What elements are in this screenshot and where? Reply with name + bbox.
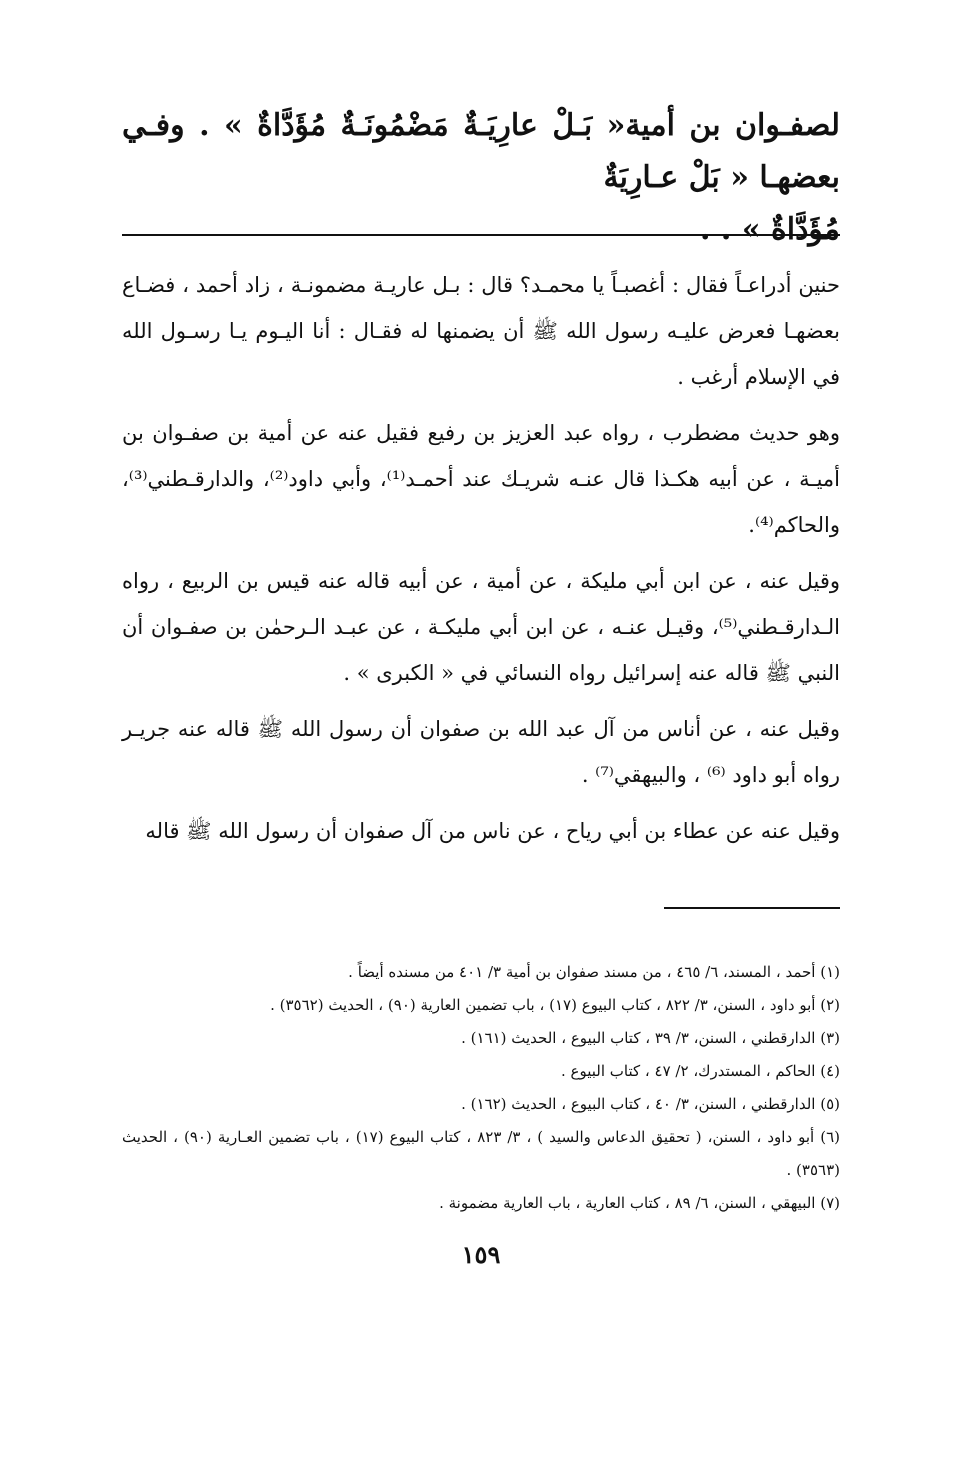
footnote-1: (١) أحمد ، المسند، ٦/ ٤٦٥ ، من مسند صفوان بن أمية ٣/ ٤٠١ من مسنده أيضاً . — [348, 963, 840, 981]
footnote-5: (٥) الدارقطني ، السنن، ٣/ ٤٠ ، كتاب البيوع ، الحديث (١٦٢) . — [461, 1095, 840, 1113]
paragraph-4: وقيل عنه ، عن أناس من آل عبد الله بن صفوان أن رسول الله ﷺ قاله عنه جريـر رواه أبو داود ⁽⁶⁾ ، والبيهقي⁽⁷⁾ . — [122, 717, 840, 787]
top-rule — [122, 234, 840, 236]
top-passage-line-2: مُؤَدَّاةٌ » . . — [700, 212, 840, 247]
main-text — [122, 262, 840, 864]
top-passage — [122, 100, 840, 256]
paragraph-3: وقيل عنه ، عن ابن أبي مليكة ، عن أمية ، عن أبيه قاله عنه قيس بن الربيع ، رواه الـدارقـطني⁽⁵⁾، وقيـل عنـه ، عن ابن أبي مليكـة ، عن عبـد الـرحمٰن بن صفـوان أن النبي ﷺ قاله عنه إسرائيل رواه النسائي في « الكبرى » . — [122, 569, 840, 685]
top-passage-line-1: لصفـوان بن أمية« بَـلْ عارِيَـةٌ مَضْمُونَـةٌ مُؤَدَّاةٌ » . وفـي بعضهـا « بَلْ عـارِيَةٌ — [122, 108, 840, 195]
footnote-6: (٦) أبو داود ، السنن، ( تحقيق الدعاس والسيد ) ، ٣/ ٨٢٣ ، كتاب البيوع (١٧) ، باب تضمين العـارية (٩٠) ، الحديث (٣٥٦٣) . — [122, 1128, 840, 1179]
footnotes — [122, 956, 840, 1220]
paragraph-1: حنين أدراعـاً فقال : أغصبـاً يا محمـد؟ قال : بـل عاريـة مضمونـة ، زاد أحمد ، فضـاع بعضهـا فعرض عليـه رسول الله ﷺ أن يضمنها له فقـال : أنا اليـوم يـا رسـول الله في الإسلام أرغب . — [122, 273, 840, 389]
page-number: ١٥٩ — [461, 1240, 501, 1269]
footnote-2: (٢) أبو داود ، السنن، ٣/ ٨٢٢ ، كتاب البيوع (١٧) ، باب تضمين العارية (٩٠) ، الحديث (٣٥٦٢) . — [270, 996, 840, 1014]
paragraph-2: وهو حديث مضطرب ، رواه عبد العزيز بن رفيع فقيل عنه عن أمية بن صفـوان بن أميـة ، عن أبيه هكـذا قال عنـه شريـك عند أحمـد⁽¹⁾، وأبي داود⁽²⁾، والدارقـطني⁽³⁾، والحاكم⁽⁴⁾. — [122, 421, 840, 537]
footnote-3: (٣) الدارقطني ، السنن، ٣/ ٣٩ ، كتاب البيوع ، الحديث (١٦١) . — [461, 1029, 840, 1047]
footnote-separator — [664, 907, 840, 909]
paragraph-5: وقيل عنه عن عطاء بن أبي رياح ، عن ناس من آل صفوان أن رسول الله ﷺ قاله — [145, 819, 840, 843]
footnote-4: (٤) الحاكم ، المستدرك، ٢/ ٤٧ ، كتاب البيوع . — [561, 1062, 840, 1080]
footnote-7: (٧) البيهقي ، السنن، ٦/ ٨٩ ، كتاب العارية ، باب العارية مضمونة . — [439, 1194, 840, 1212]
